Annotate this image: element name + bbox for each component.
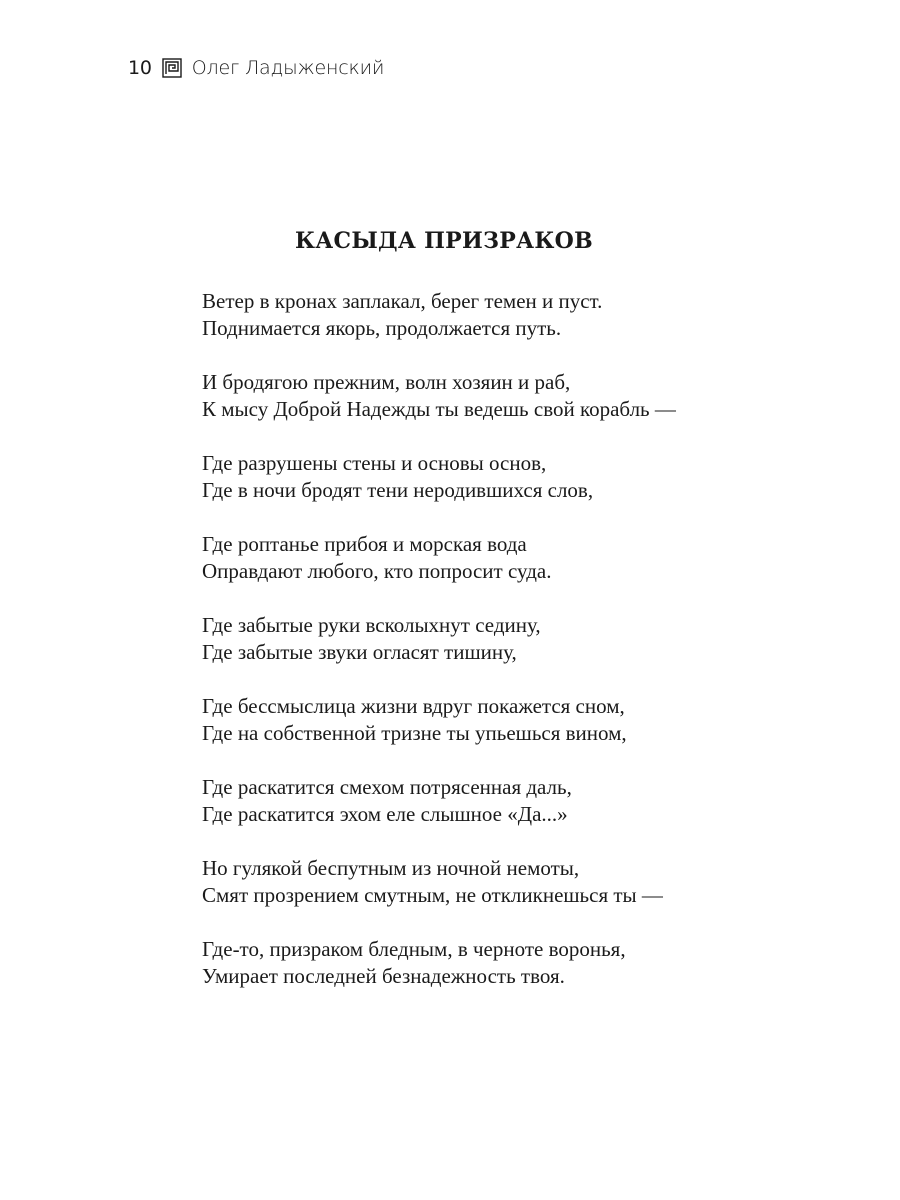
stanza: [202, 693, 676, 747]
poem-line: Умирает последней безнадежность твоя.: [202, 964, 565, 988]
author-name: Олег Ладыженский: [191, 57, 385, 79]
page-number: 10: [128, 57, 152, 79]
poem-line: Оправдают любого, кто попросит суда.: [202, 559, 552, 583]
stanza: [202, 288, 676, 342]
stanza: [202, 531, 676, 585]
poem-line: Где роптанье прибоя и морская вода: [202, 532, 527, 556]
poem-line: Где разрушены стены и основы основ,: [202, 451, 547, 475]
running-head: [128, 54, 384, 82]
poem-body: [202, 288, 676, 1017]
poem-line: Где-то, призраком бледным, в черноте воронья,: [202, 937, 626, 961]
poem-line: Где в ночи бродят тени неродившихся слов,: [202, 478, 594, 502]
greek-key-icon: [162, 58, 182, 78]
poem-line: Поднимается якорь, продолжается путь.: [202, 316, 562, 340]
stanza: [202, 612, 676, 666]
poem-line: Где на собственной тризне ты упьешься вином,: [202, 721, 627, 745]
stanza: [202, 855, 676, 909]
stanza: [202, 774, 676, 828]
poem-line: Где раскатится эхом еле слышное «Да...»: [202, 802, 568, 826]
stanza: [202, 936, 676, 990]
poem-line: Где забытые руки всколыхнут седину,: [202, 613, 541, 637]
poem-line: Где бессмыслица жизни вдруг покажется сном,: [202, 694, 625, 718]
poem-line: Где забытые звуки огласят тишину,: [202, 640, 517, 664]
stanza: [202, 450, 676, 504]
poem-line: И бродягою прежним, волн хозяин и раб,: [202, 370, 571, 394]
poem-line: Но гулякой беспутным из ночной немоты,: [202, 856, 580, 880]
poem-line: Смят прозрением смутным, не откликнешься ты —: [202, 883, 663, 907]
poem-line: Ветер в кронах заплакал, берег темен и пуст.: [202, 289, 603, 313]
poem-line: К мысу Доброй Надежды ты ведешь свой корабль —: [202, 397, 676, 421]
poem-line: Где раскатится смехом потрясенная даль,: [202, 775, 572, 799]
stanza: [202, 369, 676, 423]
poem-title: КАСЫДА ПРИЗРАКОВ: [294, 228, 594, 254]
